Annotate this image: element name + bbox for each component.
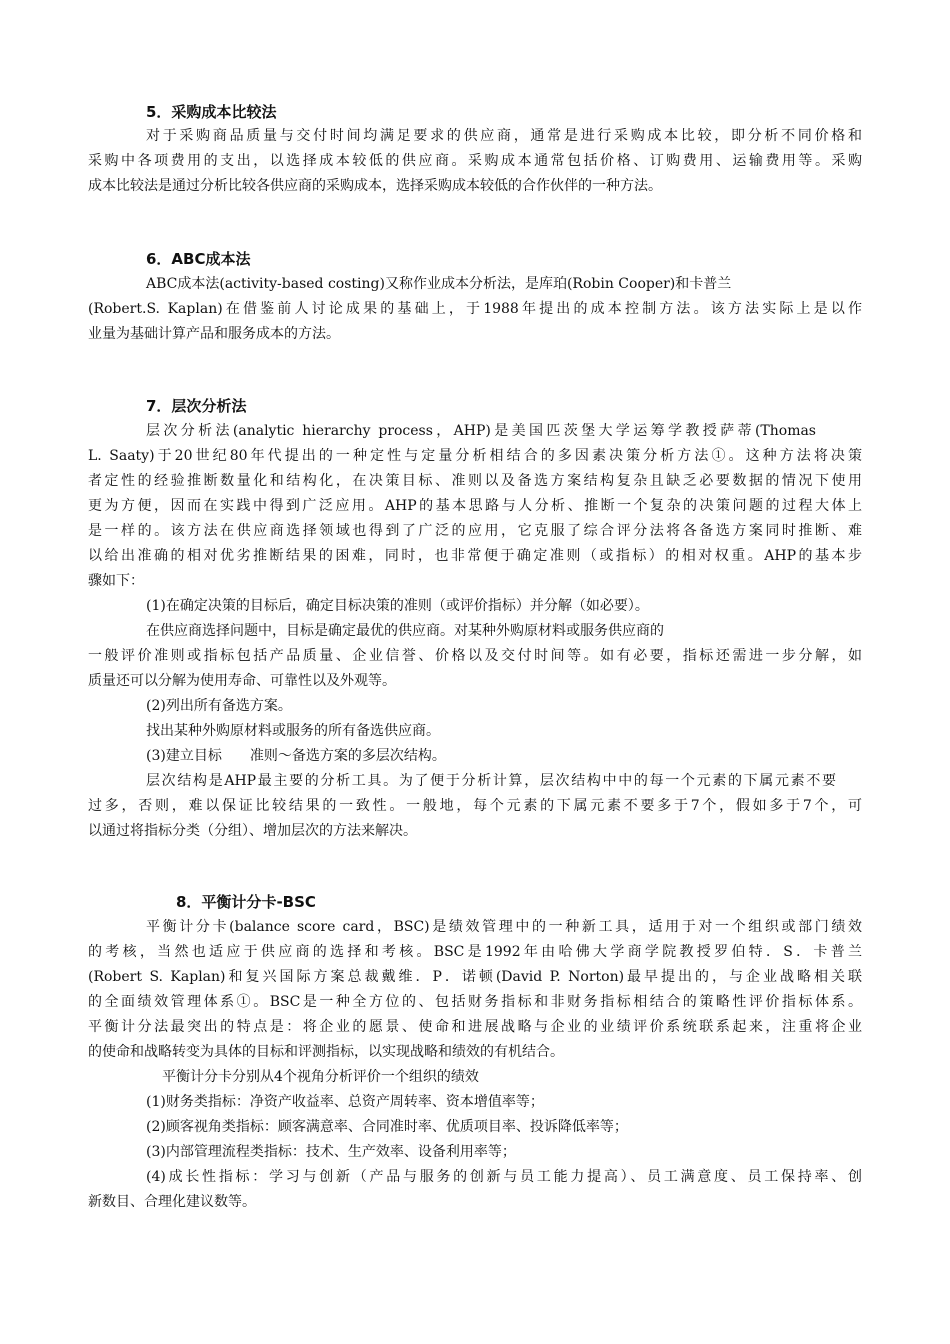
section-5-line-2: 采购中各项费用的支出，以选择成本较低的供应商。采购成本通常包括价格、订购费用、运输费用等。采购 [88, 153, 862, 169]
section-7-line-5: 是一样的。该方法在供应商选择领域也得到了广泛的应用，它克服了综合评分法将各备选方案同时推断、难 [88, 523, 862, 539]
section-5-line-3: 成本比较法是通过分析比较各供应商的采购成本，选择采购成本较低的合作伙伴的一种方法。 [88, 178, 662, 194]
section-8-item-4: (4)成长性指标：学习与创新（产品与服务的创新与员工能力提高）、员工满意度、员工保持率、创 [146, 1169, 862, 1185]
section-7-line-11: 质量还可以分解为使用寿命、可靠性以及外观等。 [88, 673, 396, 689]
section-8-line-5: 平衡计分法最突出的特点是：将企业的愿景、使命和进展战略与企业的业绩评价系统联系起来，注重将企业 [88, 1019, 862, 1035]
section-8-item-1: (1)财务类指标：净资产收益率、总资产周转率、资本增值率等； [146, 1094, 544, 1110]
section-7-line-7: 骤如下： [88, 573, 144, 589]
section-8-line-12: 新数目、合理化建议数等。 [88, 1194, 256, 1210]
section-7-line-16: 过多，否则，难以保证比较结果的一致性。一般地，每个元素的下属元素不要多于7个，假如多于7个，可 [88, 798, 862, 814]
section-6-line-3: 业量为基础计算产品和服务成本的方法。 [88, 326, 340, 342]
section-7-line-4: 更为方便，因而在实践中得到广泛应用。AHP的基本思路与人分析、推断一个复杂的决策问题的过程大体上 [88, 498, 862, 514]
section-5-heading: 5．采购成本比较法 [146, 103, 277, 121]
section-7-step-2: (2)列出所有备选方案。 [146, 698, 292, 714]
section-8-line-1: 平衡计分卡(balance score card，BSC)是绩效管理中的一种新工具，适用于对一个组织或部门绩效 [146, 919, 862, 935]
section-5-line-1: 对于采购商品质量与交付时间均满足要求的供应商，通常是进行采购成本比较，即分析不同价格和 [146, 128, 862, 144]
section-7-heading: 7．层次分析法 [146, 397, 247, 415]
section-8-line-2: 的考核，当然也适应于供应商的选择和考核。BSC是1992年由哈佛大学商学院教授罗伯特．S．卡普兰 [88, 944, 862, 960]
section-8-line-6: 的使命和战略转变为具体的目标和评测指标，以实现战略和绩效的有机结合。 [88, 1044, 564, 1060]
section-8-line-3: (Robert S. Kaplan)和复兴国际方案总裁戴维．P．诺顿(David P. Norton)最早提出的，与企业战略相关联 [88, 969, 862, 985]
section-6-heading: 6．ABC成本法 [146, 250, 251, 268]
section-7-line-9: 在供应商选择问题中，目标是确定最优的供应商。对某种外购原材料或服务供应商的 [146, 623, 664, 639]
section-7-line-10: 一般评价准则或指标包括产品质量、企业信誉、价格以及交付时间等。如有必要，指标还需进一步分解，如 [88, 648, 862, 664]
section-6-line-2: (Robert.S. Kaplan)在借鉴前人讨论成果的基础上，于1988年提出的成本控制方法。该方法实际上是以作 [88, 301, 862, 317]
section-8-line-4: 的全面绩效管理体系①。BSC是一种全方位的、包括财务指标和非财务指标相结合的策略性评价指标体系。 [88, 994, 862, 1010]
section-7-step-1: (1)在确定决策的目标后，确定目标决策的准则（或评价指标）并分解（如必要）。 [146, 598, 649, 614]
section-7-step-3: (3)建立目标 准则～备选方案的多层次结构。 [146, 748, 446, 764]
section-6-line-1: ABC成本法(activity-based costing)又称作业成本分析法，是库珀(Robin Cooper)和卡普兰 [146, 276, 732, 292]
section-7-line-1: 层次分析法(analytic hierarchy process，AHP)是美国匹茨堡大学运筹学教授萨蒂(Thomas [146, 423, 816, 439]
section-7-line-3: 者定性的经验推断数量化和结构化，在决策目标、准则以及备选方案结构复杂且缺乏必要数据的情况下使用 [88, 473, 862, 489]
section-7-line-6: 以给出准确的相对优劣推断结果的困难，同时，也非常便于确定准则（或指标）的相对权重。AHP的基本步 [88, 548, 862, 564]
section-8-heading: 8．平衡计分卡-BSC [176, 893, 316, 911]
section-8-line-7: 平衡计分卡分别从4个视角分析评价一个组织的绩效 [162, 1069, 479, 1085]
section-7-line-17: 以通过将指标分类（分组）、增加层次的方法来解决。 [88, 823, 417, 839]
section-7-line-13: 找出某种外购原材料或服务的所有备选供应商。 [146, 723, 440, 739]
section-8-item-2: (2)顾客视角类指标：顾客满意率、合同准时率、优质项目率、投诉降低率等； [146, 1119, 628, 1135]
section-8-item-3: (3)内部管理流程类指标：技术、生产效率、设备利用率等； [146, 1144, 516, 1160]
section-7-line-2: L. Saaty)于20世纪80年代提出的一种定性与定量分析相结合的多因素决策分析方法①。这种方法将决策 [88, 448, 862, 464]
section-7-line-15: 层次结构是AHP最主要的分析工具。为了便于分析计算，层次结构中中的每一个元素的下属元素不要 [146, 773, 836, 789]
